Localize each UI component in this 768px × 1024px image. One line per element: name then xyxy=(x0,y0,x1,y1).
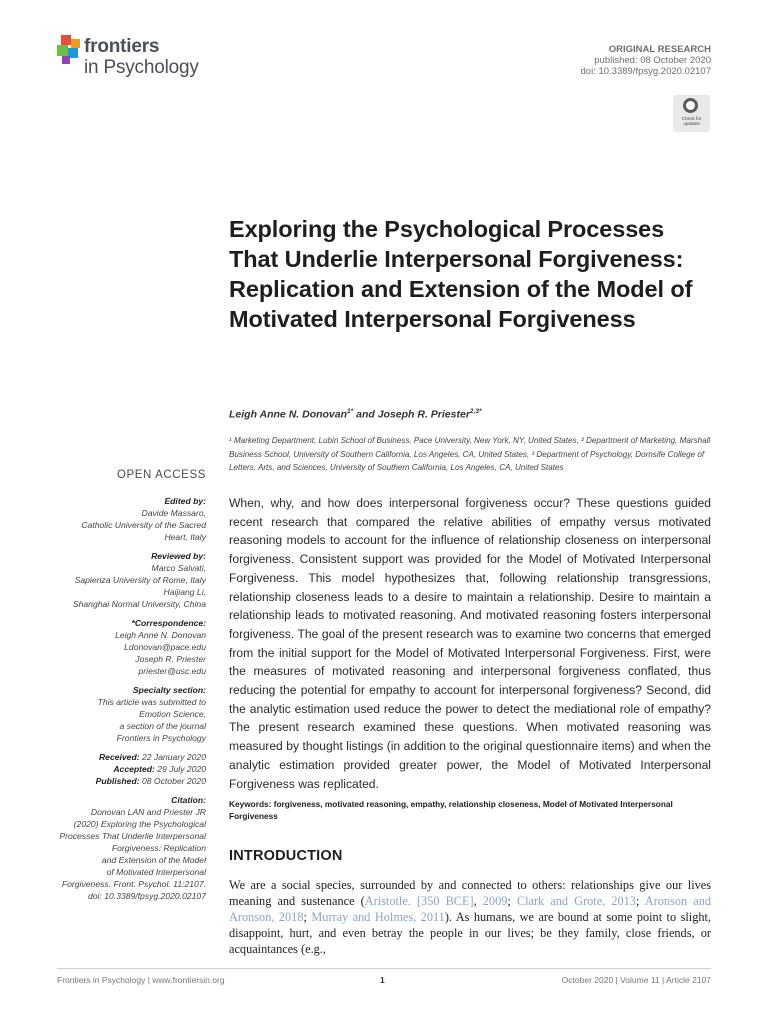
article-meta xyxy=(581,44,711,77)
doi-link[interactable]: doi: 10.3389/fpsyg.2020.02107 xyxy=(580,66,711,77)
footer-journal-link[interactable]: Frontiers in Psychology | www.frontiersin.org xyxy=(57,975,225,985)
check-updates-label: Check for updates xyxy=(681,116,702,126)
citation-link[interactable]: 2009 xyxy=(482,894,508,908)
citation-line: Forgiveness. Front. Psychol. 11:2107. xyxy=(61,879,206,889)
published-date-side: 08 October 2020 xyxy=(141,776,206,786)
sidebar-line: Haijiang Li, xyxy=(163,587,206,597)
footer-issue-info: October 2020 | Volume 11 | Article 2107 xyxy=(561,975,711,985)
published-label: Published: xyxy=(95,776,140,786)
accepted-line xyxy=(36,763,206,775)
specialty-block xyxy=(36,684,206,744)
sidebar-line: Marco Salvati, xyxy=(151,563,206,573)
sidebar-line: Davide Massaro, xyxy=(141,508,206,518)
author-2-affiliation: 2,3* xyxy=(469,408,482,415)
citation-doi-link[interactable]: doi: 10.3389/fpsyg.2020.02107 xyxy=(87,891,206,901)
citation-link[interactable]: Clark and Grote, 2013 xyxy=(516,894,636,908)
body-text: We are a social species, surrounded by and connected to others: relationships give our lives meaning and sustenance ( xyxy=(229,878,711,908)
citation-line: of Motivated Interpersonal xyxy=(106,867,206,877)
journal-logo[interactable] xyxy=(57,33,207,81)
citation-line: (2020) Exploring the Psychological xyxy=(73,819,206,829)
brand-name: frontiers xyxy=(84,36,160,57)
published-date: published: 08 October 2020 xyxy=(594,55,711,66)
journal-name: in Psychology xyxy=(84,57,199,78)
edited-by-block xyxy=(36,495,206,543)
correspondence-block xyxy=(36,617,206,677)
page-number: 1 xyxy=(380,975,385,985)
article-title: Exploring the Psychological Processes That Underlie Interpersonal Forgiveness: Replication and Extension of the Model of Motivated Interpersonal Forgiveness xyxy=(229,216,693,332)
sidebar-line: Heart, Italy xyxy=(164,532,206,542)
open-access-label: OPEN ACCESS xyxy=(116,469,206,481)
edited-by-heading: Edited by: xyxy=(164,496,206,506)
specialty-heading: Specialty section: xyxy=(132,685,206,695)
sidebar-line: Sapienza University of Rome, Italy xyxy=(74,575,206,585)
article-type: ORIGINAL RESEARCH xyxy=(608,44,711,55)
body-text: ; xyxy=(507,894,517,908)
email-link[interactable]: priester@usc.edu xyxy=(138,666,206,676)
citation-link[interactable]: Aristotle. [350 BCE] xyxy=(364,894,474,908)
dates-block xyxy=(36,751,206,787)
check-updates-icon xyxy=(683,98,698,113)
author-2[interactable]: Joseph R. Priester xyxy=(377,408,470,421)
author-1-affiliation: 1* xyxy=(347,408,354,415)
body-text: ; xyxy=(635,894,645,908)
correspondence-heading: *Correspondence: xyxy=(131,618,206,628)
author-list xyxy=(229,408,481,421)
keywords: Keywords: forgiveness, motivated reasoning, empathy, relationship closeness, Model of Motivated Interpersonal Forgiveness xyxy=(229,799,673,821)
sidebar-line: Leigh Anne N. Donovan xyxy=(115,630,206,640)
footer-divider xyxy=(57,968,711,969)
author-joiner: and xyxy=(353,408,378,421)
sidebar-line: Emotion Science, xyxy=(139,709,206,719)
citation-block xyxy=(36,794,206,902)
reviewed-by-heading: Reviewed by: xyxy=(151,551,206,561)
author-1[interactable]: Leigh Anne N. Donovan xyxy=(229,408,348,421)
email-link[interactable]: Ldonovan@pace.edu xyxy=(124,642,206,652)
article-sidebar xyxy=(36,495,206,909)
affiliations: ¹ Marketing Department, Lubin School of Business, Pace University, New York, NY, United States, ² Department of Marketing, Marshall Business School, University of Southern California, Los Angeles, CA, United States, ³ Department of Psychology, Dornsife College of Letters, Arts, and Sciences, University of Southern California, Los Angeles, CA, United States xyxy=(229,436,711,472)
received-date: 22 January 2020 xyxy=(141,752,206,762)
citation-line: Forgiveness: Replication xyxy=(111,843,206,853)
body-text: ). As humans, we are bound at some point to slight, disappoint, hurt, and even betray the people in our lives; be they family, close friends, or acquaintances (e.g., xyxy=(229,910,711,956)
body-text: , xyxy=(473,894,483,908)
published-line xyxy=(36,775,206,787)
body-text: ; xyxy=(303,910,312,924)
received-label: Received: xyxy=(98,752,140,762)
sidebar-line: Catholic University of the Sacred xyxy=(81,520,206,530)
check-for-updates-button[interactable] xyxy=(673,95,710,132)
citation-heading: Citation: xyxy=(171,795,206,805)
sidebar-line: This article was submitted to xyxy=(97,697,206,707)
sidebar-line: Shanghai Normal University, China xyxy=(72,599,206,609)
introduction-paragraph xyxy=(229,877,711,957)
abstract: When, why, and how does interpersonal forgiveness occur? These questions guided recent research that compared the relative abilities of empathy versus motivated reasoning models to account for the influence of relationship closeness on interpersonal forgiveness. Consistent support was provided for the Model of Motivated Interpersonal Forgiveness. This model hypothesizes that, following relationship transgressions, relationship closeness leads to a desire to maintain a relationship. Desire to maintain a relationship leads to motivated reasoning. And motivated reasoning fosters interpersonal forgiveness. The goal of the present research was to examine two concerns that emerged from the initial support for the Model of Motivated Interpersonal Forgiveness. First, were the measures of motivated reasoning and interpersonal forgiveness conflated, thus reducing the potential for empathy to account for interpersonal forgiveness? Second, did the analytic estimation used reduce the power to detect the mediational role of empathy? The present research examined these questions. When motivated reasoning was measured by thought listings (in addition to the original questionnaire items) and when the analytic estimation provided greater power, the Model of Motivated Interpersonal Forgiveness was replicated. xyxy=(229,496,711,791)
citation-line: and Extension of the Model xyxy=(101,855,206,865)
citation-link[interactable]: Aronson and Aronson, 2018 xyxy=(229,894,711,924)
reviewed-by-block xyxy=(36,550,206,610)
accepted-date: 29 July 2020 xyxy=(157,764,206,774)
citation-line: Processes That Underlie Interpersonal xyxy=(59,831,206,841)
received-line xyxy=(36,751,206,763)
citation-link[interactable]: Murray and Holmes, 2011 xyxy=(311,910,445,924)
section-heading-introduction: INTRODUCTION xyxy=(229,848,343,864)
citation-line: Donovan LAN and Priester JR xyxy=(90,807,206,817)
sidebar-line: a section of the journal xyxy=(119,721,206,731)
sidebar-line: Frontiers in Psychology xyxy=(116,733,206,743)
sidebar-line: Joseph R. Priester xyxy=(135,654,206,664)
frontiers-logo-icon xyxy=(57,35,83,65)
accepted-label: Accepted: xyxy=(113,764,155,774)
